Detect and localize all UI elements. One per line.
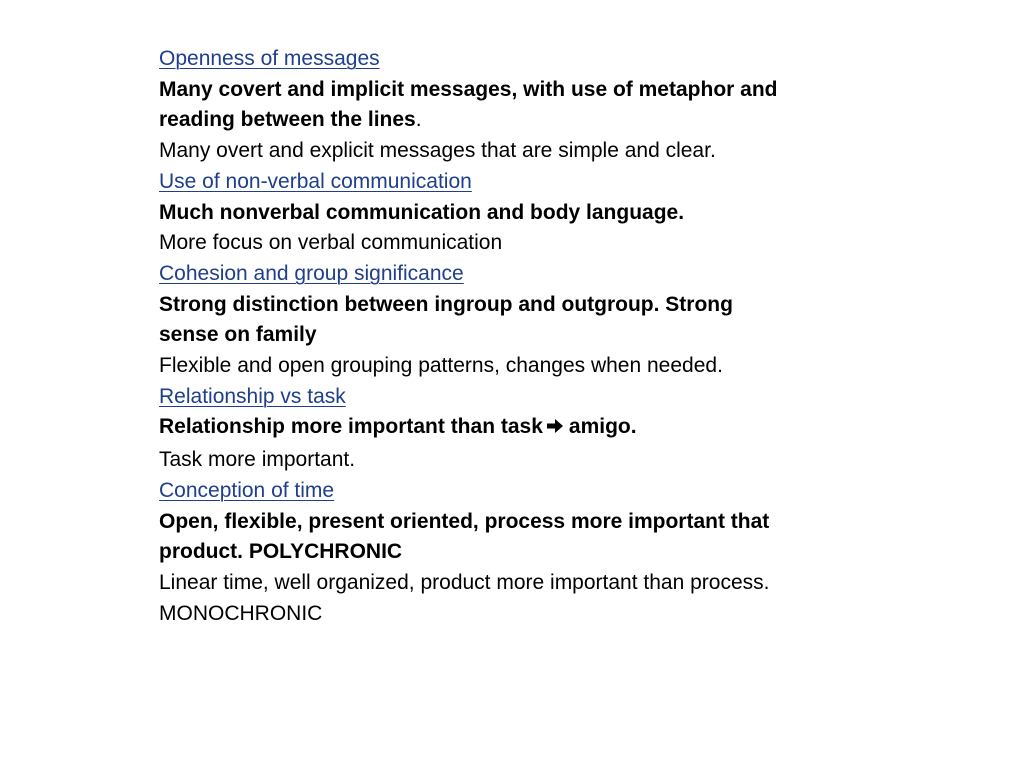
relationship-text: Relationship more important than task [159, 415, 543, 439]
section-heading[interactable]: Cohesion and group significance [159, 261, 464, 285]
high-context-description: Strong distinction between ingroup and outgroup. Strong sense on family [159, 292, 733, 347]
low-context-description: Task more important. [159, 448, 356, 472]
amigo-text: amigo. [568, 415, 637, 439]
section-cohesion-and-group-significance [159, 259, 779, 382]
section-conception-of-time [159, 476, 779, 630]
low-context-description: More focus on verbal communication [159, 231, 503, 255]
section-heading[interactable]: Use of non-verbal communication [159, 169, 472, 193]
low-context-description: Many overt and explicit messages that are simple and clear. [159, 139, 716, 163]
sentence-period: . [415, 108, 422, 132]
low-context-description: Linear time, well organized, product more important than process. MONOCHRONIC [159, 570, 770, 625]
section-relationship-vs-task [159, 382, 779, 476]
high-context-text: Many covert and implicit messages, with use of metaphor and reading between the lines [159, 77, 778, 132]
slide-content [159, 44, 779, 629]
right-arrow-icon [545, 414, 565, 445]
section-heading[interactable]: Openness of messages [159, 47, 380, 70]
high-context-description: Open, flexible, present oriented, process more important that product. POLYCHRONIC [159, 509, 770, 564]
section-heading[interactable]: Relationship vs task [159, 384, 346, 408]
high-context-description [159, 412, 779, 445]
low-context-description: Flexible and open grouping patterns, changes when needed. [159, 354, 723, 378]
section-non-verbal-communication [159, 167, 779, 259]
high-context-description [159, 75, 779, 136]
section-heading[interactable]: Conception of time [159, 478, 335, 502]
high-context-description: Much nonverbal communication and body language. [159, 200, 685, 224]
section-openness-of-messages [159, 44, 779, 167]
